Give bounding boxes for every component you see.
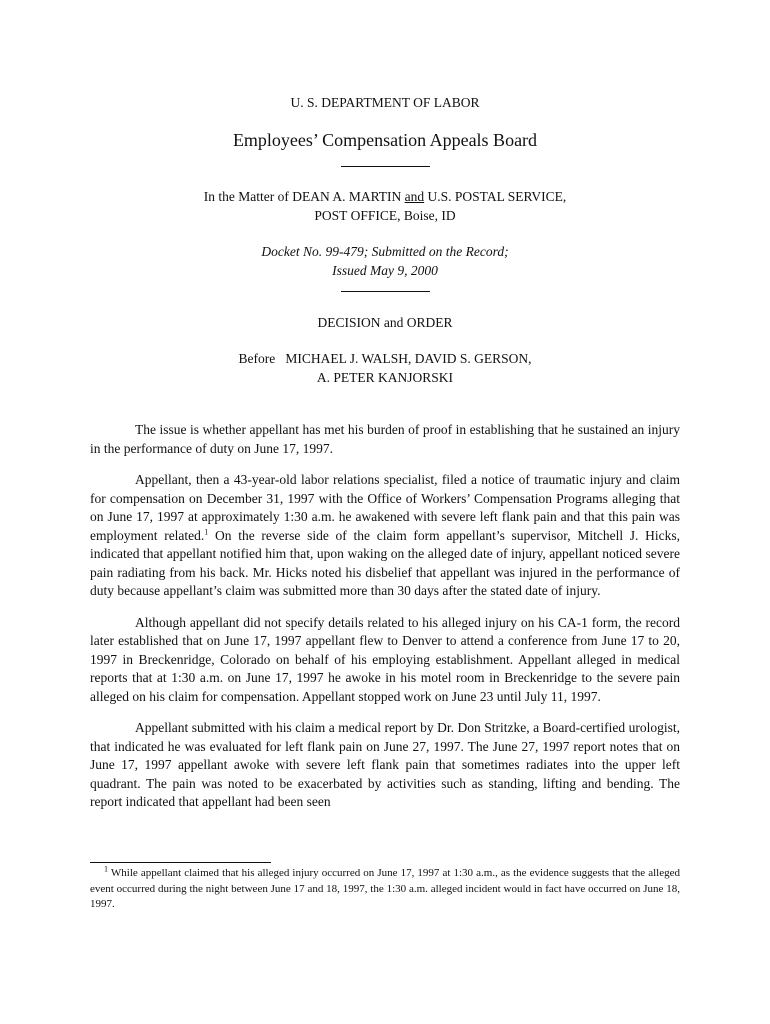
footnote-marker: 1	[104, 864, 108, 874]
panel-members	[0, 349, 770, 387]
issue-date: Issued May 9, 2000	[332, 263, 438, 278]
opinion-body	[90, 421, 680, 812]
panel-line-1: Before MICHAEL J. WALSH, DAVID S. GERSON,	[238, 351, 532, 366]
caption-respondent: U.S. POSTAL SERVICE,	[427, 189, 567, 204]
paragraph-2	[90, 471, 680, 601]
caption-appellant: In the Matter of DEAN A. MARTIN	[203, 189, 402, 204]
docket-number: Docket No. 99-479; Submitted on the Record;	[261, 244, 509, 259]
paragraph-2-part-1: Appellant, then a 43-year-old labor relations specialist, filed a notice of traumatic injury and claim for compensation on December 31, 1997 with the Office of Workers’ Compensation Programs alleging that on June 17, 1997 at approximately 1:30 a.m. he awakened with severe left flank pain and that this pain was employment related.	[90, 472, 680, 543]
caption-parties	[0, 187, 770, 206]
paragraph-1: The issue is whether appellant has met his burden of proof in establishing that he sustained an injury in the performance of duty on June 17, 1997.	[90, 422, 680, 456]
footnote-divider	[90, 862, 271, 863]
panel-line-2: A. PETER KANJORSKI	[316, 370, 454, 385]
paragraph-2-part-2: On the reverse side of the claim form appellant’s supervisor, Mitchell J. Hicks, indicated that appellant notified him that, upon waking on the alleged date of injury, appellant noticed severe pain radiating from his back. Mr. Hicks noted his disbelief that appellant was injured in the performance of duty because appellant’s claim was submitted more than 30 days after the stated date of injury.	[90, 527, 680, 598]
paragraph-4: Appellant submitted with his claim a medical report by Dr. Don Stritzke, a Board-certified urologist, that indicated he was evaluated for left flank pain on June 27, 1997. The June 27, 1997 report notes that on June 17, 1997 appellant awoke with severe left flank pain that sometimes radiates into the upper left quadrant. The pain was noted to be exacerbated by activities such as standing, lifting and bending. The report indicated that appellant had been seen	[90, 720, 680, 809]
footnote	[90, 866, 680, 913]
paragraph-3: Although appellant did not specify details related to his alleged injury on his CA-1 form, the record later established that on June 17, 1997 appellant flew to Denver to attend a conference from June 17 to 20, 1997 in Breckenridge, Colorado on behalf of his employing establishment. Appellant alleged in medical reports that at 1:30 a.m. on June 17, 1997 he awoke in his motel room in Breckenridge to the severe pain alleged on his claim for compensation. Appellant stopped work on June 23 until July 11, 1997.	[90, 614, 680, 704]
board-title: Employees’ Compensation Appeals Board	[232, 130, 538, 150]
case-caption	[0, 187, 770, 225]
caption-and: and	[404, 189, 425, 204]
agency-heading: U. S. DEPARTMENT OF LABOR	[290, 95, 480, 110]
caption-location: POST OFFICE, Boise, ID	[314, 208, 456, 223]
footnote-text: While appellant claimed that his alleged injury occurred on June 17, 1997 at 1:30 a.m., as the evidence suggests that the alleged event occurred during the night between June 17 and 18, 1997, the 1:30 a.m. alleged incident would in fact have occurred on June 18, 1997.	[90, 867, 680, 910]
title-divider	[341, 166, 430, 167]
docket-info	[0, 242, 770, 280]
decision-title: DECISION and ORDER	[317, 315, 453, 330]
footnote-reference[interactable]: 1	[204, 527, 209, 536]
docket-divider	[341, 291, 430, 292]
